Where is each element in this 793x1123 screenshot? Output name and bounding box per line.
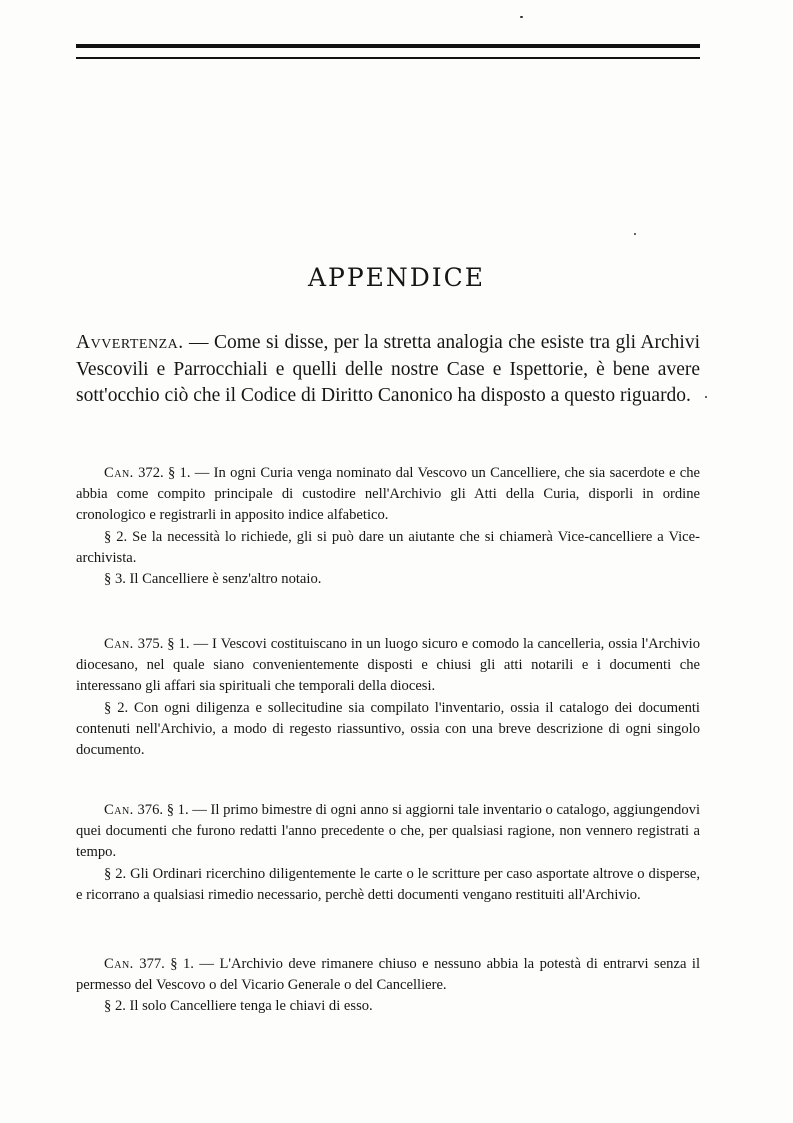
canon-paragraph: § 2. Con ogni diligenza e sollecitudine sia compilato l'inventario, ossia il catalogo dei documenti contenuti nell'Archivio, a modo di regesto riassuntivo, ossia con una breve descrizione di ogni singolo documento. xyxy=(76,699,700,759)
avvertenza-text: — Come si disse, per la stretta analogia che esiste tra gli Archivi Vescovili e Parrocchiali e quelli delle nostre Case e Ispettorie, è bene avere sott'occhio ciò che il Codice di Diritto Canonico ha disposto a questo riguardo. xyxy=(76,332,700,406)
canon-text: — Il primo bimestre di ogni anno si aggiorni tale inventario o catalogo, aggiungendovi quei documenti che furono redatti l'anno precedente o che, per qualsiasi ragione, non vennero registrati a tempo. xyxy=(76,802,700,861)
canon-text: — I Vescovi costituiscano in un luogo sicuro e comodo la cancelleria, ossia l'Archivio diocesano, nel quale siano convenientemente disposti e chiusi gli atti notarili e i documenti che interessano gli affari sia spirituali che temporali della diocesi. xyxy=(76,636,700,695)
avvertenza-block xyxy=(76,330,700,410)
canon-paragraph: § 2. Gli Ordinari ricerchino diligentemente le carte o le scritture per caso asportate altrove o disperse, e ricorrano a qualsiasi rimedio necessario, perchè detti documenti vengano restituiti all'Archivio. xyxy=(76,865,700,903)
print-speck xyxy=(634,233,636,235)
canon-377 xyxy=(76,954,700,1018)
print-speck xyxy=(520,16,523,18)
canon-text: — In ogni Curia venga nominato dal Vescovo un Cancelliere, che sia sacerdote e che abbia come compito principale di custodire nell'Archivio gli Atti della Curia, disporli in ordine cronologico e registrarli in apposito indice alfabetico. xyxy=(76,465,700,524)
canon-label: Can. xyxy=(104,956,134,972)
canon-paragraph: § 3. Il Cancelliere è senz'altro notaio. xyxy=(104,571,322,588)
canon-paragraph xyxy=(76,463,700,527)
canon-number: 372. § 1. xyxy=(138,465,191,481)
canon-label: Can. xyxy=(104,465,134,481)
canon-label: Can. xyxy=(104,636,134,652)
canon-paragraph xyxy=(76,634,700,698)
canon-paragraph: § 2. Il solo Cancelliere tenga le chiavi di esso. xyxy=(104,998,373,1015)
canon-372 xyxy=(76,463,700,590)
canon-number: 375. § 1. xyxy=(137,636,190,652)
canon-text: — L'Archivio deve rimanere chiuso e nessuno abbia la potestà di entrarvi senza il permesso del Vescovo o del Vicario Generale o del Cancelliere. xyxy=(76,956,700,994)
canon-376 xyxy=(76,800,700,906)
page-title: APPENDICE xyxy=(307,263,486,292)
header-rule-thin xyxy=(76,57,700,59)
canon-number: 376. § 1. xyxy=(137,802,189,818)
avvertenza-label: Avvertenza. xyxy=(76,332,184,353)
canon-paragraph: § 2. Se la necessità lo richiede, gli si può dare un aiutante che si chiamerà Vice-cancelliere a Vice-archivista. xyxy=(76,528,700,566)
canon-375 xyxy=(76,634,700,761)
canon-label: Can. xyxy=(104,802,134,818)
header-rule-thick xyxy=(76,44,700,48)
canon-paragraph xyxy=(76,800,700,864)
print-speck xyxy=(705,396,707,398)
canon-paragraph xyxy=(76,954,700,996)
canon-number: 377. § 1. xyxy=(139,956,194,972)
